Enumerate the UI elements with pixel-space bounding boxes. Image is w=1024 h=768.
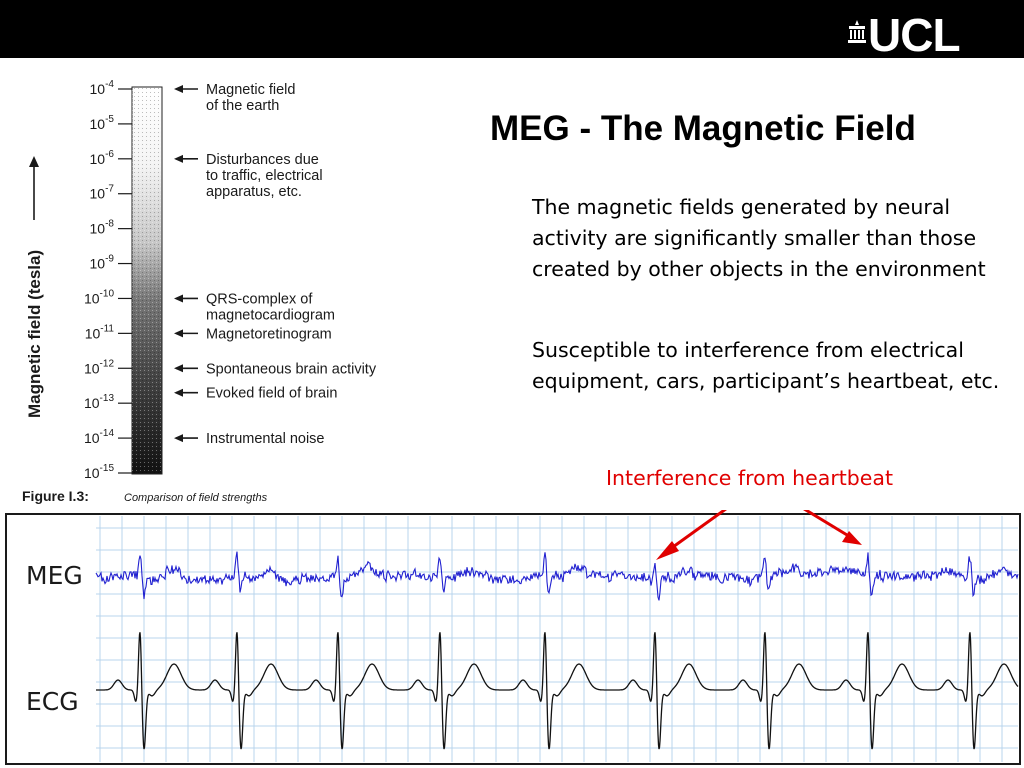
- y-tick-label: $10^{-15}$: [83, 463, 114, 481]
- y-tick-label: $10^{-12}$: [83, 358, 114, 377]
- y-tick-label: $10^{-14}$: [83, 428, 114, 447]
- y-tick-label: $10^{-6}$: [89, 148, 114, 167]
- field-annotation: [174, 386, 337, 402]
- y-axis-label: Magnetic field (tesla): [25, 249, 44, 418]
- slide-title: MEG - The Magnetic Field: [490, 109, 916, 148]
- y-tick-label: $10^{-9}$: [89, 253, 114, 272]
- header-bar: [0, 0, 1024, 61]
- figure-caption-text: Comparison of field strengths: [124, 492, 268, 504]
- paragraph-2: Susceptible to interference from electrical equipment, cars, participant’s heartbeat, etc.: [532, 338, 1000, 393]
- field-annotation: [174, 82, 295, 114]
- svg-text:QRS-complex of: QRS-complex of: [206, 291, 313, 308]
- svg-text:Instrumental noise: Instrumental noise: [206, 431, 325, 448]
- svg-text:Spontaneous brain activity: Spontaneous brain activity: [206, 361, 377, 378]
- svg-text:Disturbances due: Disturbances due: [206, 151, 319, 168]
- y-tick-label: $10^{-7}$: [89, 183, 114, 202]
- y-tick-label: $10^{-8}$: [89, 218, 114, 237]
- svg-text:Evoked field of brain: Evoked field of brain: [206, 385, 338, 402]
- field-annotation: [174, 291, 335, 323]
- svg-text:Magnetoretinogram: Magnetoretinogram: [206, 326, 332, 343]
- y-tick-label: $10^{-10}$: [83, 288, 114, 307]
- field-annotation: [174, 326, 332, 342]
- svg-text:to traffic, electrical: to traffic, electrical: [206, 167, 323, 184]
- ecg-label: ECG: [26, 687, 79, 716]
- meg-label: MEG: [26, 561, 83, 590]
- y-tick-label: $10^{-13}$: [83, 393, 114, 412]
- svg-text:apparatus, etc.: apparatus, etc.: [206, 183, 302, 200]
- field-strength-figure: [0, 70, 480, 510]
- ucl-logo-text: UCL: [868, 9, 960, 61]
- portico-icon: [846, 20, 868, 44]
- y-tick-label: $10^{-5}$: [89, 113, 114, 132]
- ucl-logo: [846, 9, 994, 61]
- field-annotation: [174, 431, 324, 447]
- paragraph-1: The magnetic fields generated by neural activity are significantly smaller than those created by other objects in the environment: [532, 195, 986, 281]
- field-annotation: [174, 152, 323, 200]
- svg-text:of the earth: of the earth: [206, 98, 280, 114]
- svg-text:magnetocardiogram: magnetocardiogram: [206, 307, 335, 324]
- figure-caption-label: Figure I.3:: [22, 488, 89, 504]
- y-tick-label: $10^{-11}$: [84, 323, 114, 342]
- meg-ecg-trace-panel: [0, 510, 1024, 768]
- field-annotation: [174, 361, 377, 377]
- heartbeat-interference-label: Interference from heartbeat: [606, 466, 894, 490]
- y-tick-label: $10^{-4}$: [89, 79, 114, 97]
- svg-text:Magnetic field: Magnetic field: [206, 82, 296, 98]
